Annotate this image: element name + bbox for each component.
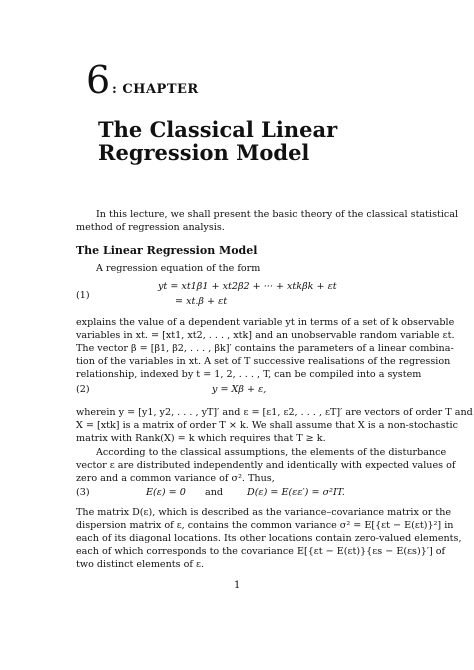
- text-line: A regression equation of the form: [96, 263, 261, 274]
- text-line: The matrix D(ε), which is described as the variance–covariance matrix or the: [76, 507, 452, 518]
- chapter-label: : CHAPTER: [112, 82, 199, 97]
- equation-3-and: and: [205, 487, 224, 498]
- chapter-title-line-1: The Classical Linear: [98, 117, 338, 142]
- equation-1-line-2: = xt.β + εt: [175, 296, 228, 307]
- text-line: relationship, indexed by t = 1, 2, . . . , T, can be compiled into a system: [76, 369, 422, 380]
- text-line: According to the classical assumptions, the elements of the disturbance: [96, 447, 447, 458]
- chapter-title-line-2: Regression Model: [98, 140, 310, 165]
- assumptions-paragraph: [76, 446, 456, 485]
- paragraph-after-equation-1: [76, 316, 455, 381]
- text-line: wherein y = [y1, y2, . . . , yT]′ and ε = [ε1, ε2, . . . , εT]′ are vectors of order T and: [76, 407, 473, 418]
- text-line: two distinct elements of ε.: [76, 559, 205, 570]
- text-line: The vector β = [β1, β2, . . . , βk]′ contains the parameters of a linear combina-: [76, 343, 454, 354]
- text-line: dispersion matrix of ε, contains the common variance σ² = E[{εt − E(εt)}²] in: [76, 520, 454, 531]
- text-line: explains the value of a dependent variable yt in terms of a set of k observable: [76, 317, 455, 328]
- equation-1-line-1: yt = xt1β1 + xt2β2 + ··· + xtkβk + εt: [158, 281, 337, 292]
- chapter-title: [98, 118, 337, 164]
- text-line: zero and a common variance of σ². Thus,: [76, 473, 275, 484]
- equation-number-1: (1): [76, 290, 90, 301]
- text-line: each of its diagonal locations. Its other locations contain zero-valued elements,: [76, 533, 462, 544]
- equation-3-right: D(ε) = E(εε′) = σ²IT.: [247, 487, 345, 498]
- text-line: tion of the variables in xt. A set of T successive realisations of the regression: [76, 356, 451, 367]
- text-line: variables in xt. = [xt1, xt2, . . . , xtk] and an unobservable random variable εt.: [76, 330, 455, 341]
- equation-intro-paragraph: [76, 262, 402, 275]
- text-line: X = [xtk] is a matrix of order T × k. We shall assume that X is a non-stochastic: [76, 420, 458, 431]
- matrix-paragraph: [76, 506, 462, 571]
- text-line: In this lecture, we shall present the basic theory of the classical statistical: [96, 209, 459, 220]
- equation-number-3: (3): [76, 487, 90, 498]
- chapter-number: 6: [86, 58, 111, 102]
- text-line: matrix with Rank(X) = k which requires that T ≥ k.: [76, 433, 326, 444]
- equation-3-left: E(ε) = 0: [146, 487, 186, 498]
- paragraph-after-equation-2: [76, 406, 473, 445]
- intro-paragraph: [76, 208, 459, 234]
- equation-number-2: (2): [76, 384, 90, 395]
- equation-2: y = Xβ + ε,: [212, 384, 267, 395]
- section-heading: The Linear Regression Model: [76, 244, 258, 257]
- text-line: each of which corresponds to the covariance E[{εt − E(εt)}{εs − E(εs)}′] of: [76, 546, 446, 557]
- page-number: 1: [234, 580, 241, 591]
- text-line: method of regression analysis.: [76, 222, 225, 233]
- text-line: vector ε are distributed independently and identically with expected values of: [76, 460, 456, 471]
